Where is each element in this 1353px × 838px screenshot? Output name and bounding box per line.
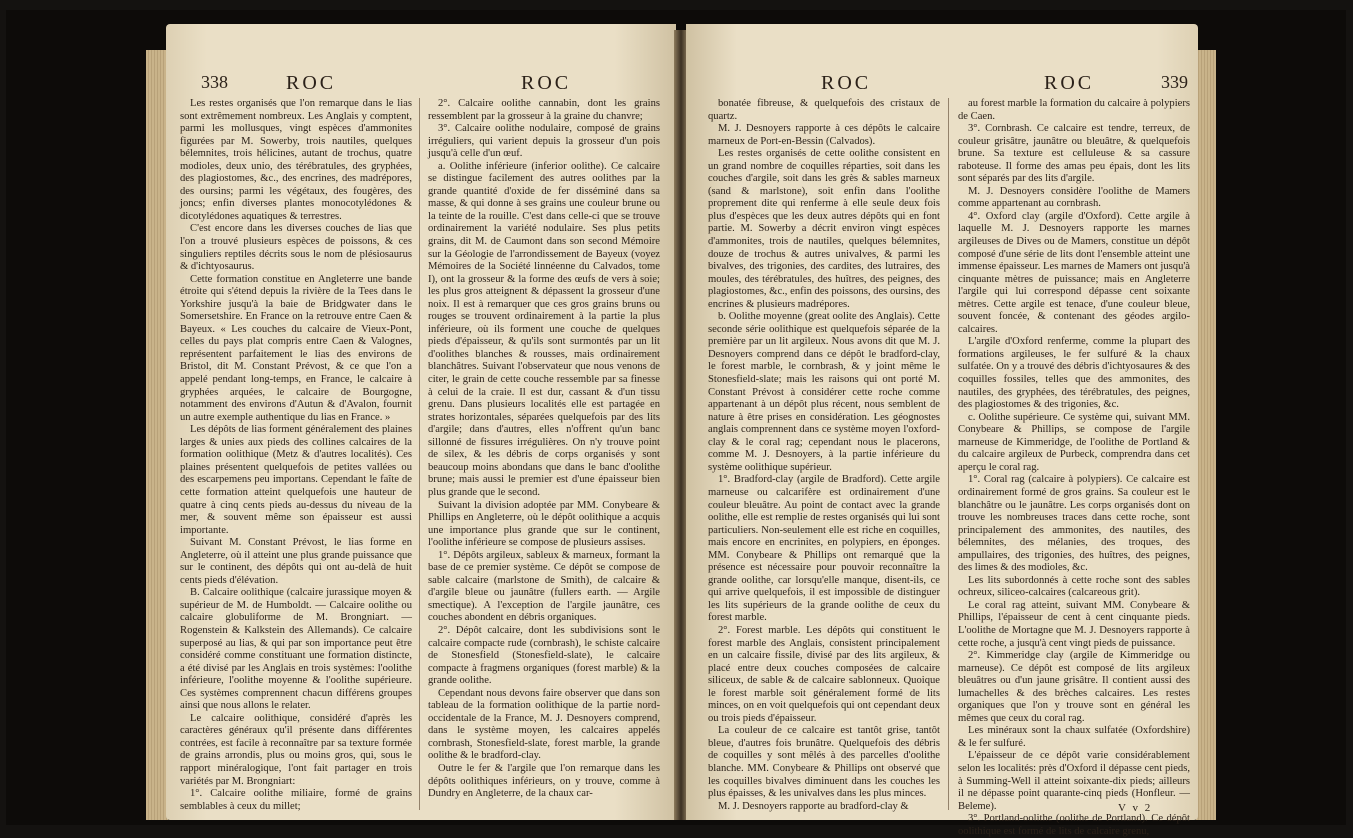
running-title: ROC <box>821 72 872 94</box>
paragraph: 3°. Cornbrash. Ce calcaire est tendre, terreux, de couleur grisâtre, jaunâtre ou bleuâtre, & quelquefois brune. Sa texture est celluleuse & sa cassure raboteuse. Il forme des amas peu épais, dont les lits sont séparés par des lits d'argile. <box>958 123 1190 185</box>
paragraph: 2°. Dépôt calcaire, dont les subdivisions sont le calcaire compacte rude (cornbrash), le schiste calcaire de Stonesfield (Stonesfield-slate), le calcaire compacte à fragmens organiques (forest marble) & la grande oolithe. <box>428 624 660 687</box>
text-column-left <box>708 98 940 813</box>
paragraph: L'épaisseur de ce dépôt varie considérablement selon les localités: près d'Oxford il dépasse cent pieds, à Summing-Well il atteint soixante-dix pieds; ailleurs il ne dépasse point quarante-cinq pieds (Honfleur. — Beleme). <box>958 750 1190 812</box>
paragraph: M. J. Desnoyers rapporte au bradford-clay & <box>718 800 909 812</box>
left-page-edges <box>146 50 168 820</box>
paragraph: Outre le fer & l'argile que l'on remarque dans les dépôts oolithiques inférieurs, on y trouve, comme à Dundry en Angleterre, de la chaux car- <box>428 762 660 800</box>
paragraph: au forest marble la formation du calcaire à polypiers de Caen. <box>958 98 1190 122</box>
paragraph: Cependant nous devons faire observer que dans son tableau de la formation oolithique de la partie nord-occidentale de la France, M. J. Desnoyers comprend, dans le système moyen, les calcaires appelés cornbrash, Stonesfield-slate, forest marble, la grande oolithe & le bradford-clay. <box>428 687 660 762</box>
paragraph: Les minéraux sont la chaux sulfatée (Oxfordshire) & le fer sulfuré. <box>958 725 1190 749</box>
text-column-right <box>958 98 1190 838</box>
paragraph: Suivant la division adoptée par MM. Conybeare & Phillips en Angleterre, où le dépôt oolithique a acquis une importance plus grande que sur le continent, l'oolithe inférieure se compose de plusieurs assises. <box>428 499 660 549</box>
paragraph: 1°. Dépôts argileux, sableux & marneux, formant la base de ce premier système. Ce dépôt se compose de sable calcaire (marlstone de Smith), de calcaire & d'argile bleue ou jaunâtre (fullers earth. — Argile smectique). A l'exception de l'argile jaunâtre, ces couches abondent en débris organiques. <box>428 549 660 624</box>
page-number: 338 <box>201 72 228 92</box>
paragraph: 1°. Coral rag (calcaire à polypiers). Ce calcaire est ordinairement formé de gros grains. Sa couleur est le blanchâtre ou le jaunâtre. Les corps organisés dont on trouve les nombreuses traces dans cette roche, sont principalement des ammonites, des nautiles, des bélemnites, des mélanies, des troques, des ampullaires, des trigonies, des huîtres, des peignes, des limes & des modioles, &c. <box>958 474 1190 574</box>
paragraph: Les restes organisés que l'on remarque dans le lias sont extrêmement nombreux. Les Anglais y comptent, parmi les mollusques, vingt espèces d'ammonites figurées par M. Sowerby, trois nautiles, quelques bélemnites, trois hélicines, autant de trochus, quatre modioles, deux unio, des térébratules, des gryphées, des plagiostomes, &c., des encrines, des madrépores, des oursins; parmi les végétaux, des fougères, des joncs; enfin diverses plantes monocotylédones & dicotylédones aquatiques & terrestres. <box>180 98 412 222</box>
paragraph: C'est encore dans les diverses couches de lias que l'on a trouvé plusieurs espèces de poissons, & ces singuliers reptiles décrits sous le nom de plésiosaurus & d'ichtyosaurus. <box>180 223 412 273</box>
paragraph: Suivant M. Constant Prévost, le lias forme en Angleterre, où il atteint une plus grande puissance que sur le continent, des dépôts qui ont au-delà de huit cents pieds d'élévation. <box>180 537 412 586</box>
paragraph: Le calcaire oolithique, considéré d'après les caractères généraux qu'il présente dans différentes contrées, est facile à reconnaître par sa texture formée de grains arrondis, plus ou moins gros, qui, sous le rapport minéralogique, l'ont fait partager en trois variétés par M. Brongniart: <box>180 712 412 787</box>
paragraph: 3°. Portland-oolithe (oolithe de Portland). Ce dépôt oolithique est formé de lits de calcaire grenu, <box>958 813 1190 837</box>
paragraph: M. J. Desnoyers rapporte à ces dépôts le calcaire marneux de Port-en-Bessin (Calvados). <box>708 123 940 147</box>
paragraph: b. Oolithe moyenne (great oolite des Anglais). Cette seconde série oolithique est quelquefois séparée de la première par un lit argileux. Nous avons dit que M. J. Desnoyers comprend dans ce dépôt le bradford-clay, le forest marble, le cornbrash, & y joint même le Stonesfield-slate; mais les raisons qui ont porté M. Constant Prévost à considérer cette roche comme appartenant à un dépôt plus récent, nous semblent de nature à être prises en considération. Les géognostes anglais comprennent dans ce système moyen l'oxford-clay & le coral rag; cependant nous le placerons, comme M. J. Desnoyers, à la partie inférieure du système oolithique supérieur. <box>708 311 940 473</box>
text-column-right <box>428 98 660 801</box>
paragraph: 2°. Calcaire oolithe cannabin, dont les grains ressemblent par la grosseur à la graine du chanvre; <box>428 98 660 122</box>
signature-mark: V v 2 <box>1118 802 1153 814</box>
paragraph: Cette formation constitue en Angleterre une bande étroite qui s'étend depuis la rivière de la Tees dans le Yorkshire jusqu'à la baie de Bridgwater dans le Somersetshire. En France on la retrouve entre Caen & Bayeux. « Les couches du calcaire de Vieux-Pont, celles du pays plat compris entre Caen & Valognes, représentent parfaitement le lias des environs de Bristol, dit M. Constant Prévost, & ce que l'on a appelé pendant long-temps, en France, le calcaire à gryphées arquées, le calcaire de Bourgogne, notamment des environs d'Autun & d'Avalon, fournit un autre exemple authentique du lias en France. » <box>180 273 412 423</box>
running-title: ROC <box>286 72 337 94</box>
paragraph: Les restes organisés de cette oolithe consistent en un grand nombre de coquilles réparties, soit dans les couches d'argile, soit dans les grès & sables marneux (sand & marlstone), soit enfin dans l'oolithe proprement dite qui renferme à elle seule deux fois plus d'espèces que les deux autres dépôts qui en font partie. M. Sowerby a décrit environ vingt espèces d'ammonites, trois de nautiles, quelques bélemnites, douze de trochus & autres univalves, & parmi les bivalves, des trigonies, des cardites, des lutraires, des moules, des térébratules, des huîtres, des peignes, des plagiostomes, &c., enfin des poissons, des oursins, des encrines & plusieurs madrépores. <box>708 148 940 310</box>
running-title: ROC <box>1044 72 1095 94</box>
paragraph: L'argile d'Oxford renferme, comme la plupart des formations argileuses, le fer sulfuré & la chaux sulfatée. On y a trouvé des débris d'ichtyosaures & des coquilles fossiles, telles que des ammonites, des nautiles, des gryphées, des térébratules, des peignes, des plagiostomes & des trigonies, &c. <box>958 336 1190 411</box>
left-page-header <box>166 72 676 98</box>
paragraph: 3°. Calcaire oolithe nodulaire, composé de grains irréguliers, qui varient depuis la grosseur d'un pois jusqu'à celle d'un œuf. <box>428 123 660 160</box>
left-page <box>166 24 676 820</box>
book-spread <box>6 10 1346 837</box>
page-number: 339 <box>1161 72 1188 92</box>
paragraph: c. Oolithe supérieure. Ce système qui, suivant MM. Conybeare & Phillips, se compose de l'argile marneuse de Kimmeridge, de l'oolithe de Portland & du calcaire argileux de Purbeck, comprendra dans cet aperçu le coral rag. <box>958 411 1190 473</box>
paragraph: Les lits subordonnés à cette roche sont des sables ochreux, siliceo-calcaires (calcareous grit). <box>958 574 1190 599</box>
paragraph: 1°. Calcaire oolithe miliaire, formé de grains semblables à ceux du millet; <box>180 788 412 812</box>
right-page-edges <box>1196 50 1216 820</box>
paragraph: La couleur de ce calcaire est tantôt grise, tantôt bleue, d'autres fois brunâtre. Quelquefois des débris de coquilles y sont mêlés à des parcelles d'oolithe blanche. MM. Conybeare & Phillips ont observé que les coquilles bivalves diminuent dans les couches les plus épaisses, & les univalves dans les plus minces. <box>708 725 940 800</box>
paragraph: 1°. Bradford-clay (argile de Bradford). Cette argile marneuse ou calcarifère est ordinairement d'une couleur bleuâtre. Au point de contact avec la grande oolithe, elle est remplie de restes organisés qui lui sont particuliers. Non-seulement elle est riche en coquilles, mais encore en encrinites, en polypiers, en éponges. MM. Conybeare & Phillips ont remarqué que la présence est nécessaire pour pouvoir reconnaître la grande oolithe, car lorsqu'elle manque, disent-ils, ce qui arrive quelquefois, il est impossible de distinguer les lits supérieurs de la grande oolithe de ceux du forest marble. <box>708 474 940 624</box>
paragraph: Les dépôts de lias forment généralement des plaines larges & unies aux pieds des collines calcaires de la formation oolithique (Metz & d'autres localités). Ces plaines présentent quelquefois de petites vallées ou des escarpemens peu importans. Cependant le faîte de cette formation atteint quelquefois une hauteur de quatre à cinq cents pieds au-dessus du niveau de la mer, & souvent même son épaisseur est aussi importante. <box>180 424 412 536</box>
paragraph: 2°. Forest marble. Les dépôts qui constituent le forest marble des Anglais, consistent principalement en un calcaire fissile, divisé par des lits argileux, & placé entre deux couches composées de calcaire siliceux, de sable & de calcaire sablonneux. Quoique le forest marble soit généralement formé de lits minces, on en voit quelquefois qui ont cependant deux ou trois pieds d'épaisseur. <box>708 624 940 724</box>
running-title: ROC <box>521 72 572 94</box>
paragraph: M. J. Desnoyers considère l'oolithe de Mamers comme appartenant au cornbrash. <box>958 185 1190 210</box>
text-column-left <box>180 98 412 813</box>
paragraph: 2°. Kimmeridge clay (argile de Kimmeridge ou marneuse). Ce dépôt est composé de lits argileux bleuâtres ou d'un jaune grisâtre. Il contient aussi des lumachelles & des brèches calcaires. Les restes organiques que l'on y trouve sont en général les mêmes que ceux du coral rag. <box>958 650 1190 724</box>
paragraph: bonatée fibreuse, & quelquefois des cristaux de quartz. <box>708 98 940 122</box>
paragraph: Le coral rag atteint, suivant MM. Conybeare & Phillips, l'épaisseur de cent à cent cinquante pieds. L'oolithe de Mortagne que M. J. Desnoyers rapporte à cette roche, a jusqu'à cent vingt pieds de puissance. <box>958 599 1190 649</box>
right-page <box>686 24 1198 837</box>
paragraph: a. Oolithe inférieure (inferior oolithe). Ce calcaire se distingue facilement des autres oolithes par la grande quantité d'oxide de fer disséminé dans sa masse, & qui donne à ses grains une couleur brune ou la teinte de la rouille. C'est dans celle-ci que se trouve ordinairement la variété nodulaire. Ses plus petits grains, dit M. de Caumont dans son second Mémoire sur la Géologie de l'arrondissement de Bayeux (voyez Mémoires de la Société linnéenne du Calvados, tome I), ont la grosseur & la forme des œufs de vers à soie; les plus gros atteignent & dépassent la grosseur d'une noix. Il est à remarquer que ces gros grains bruns ou rouges se trouvent ordinairement à la partie la plus inférieure, où ils forment une couche de quelques pieds d'épaisseur, & qu'ils sont surmontés par un lit d'oolithes blanches & rousses, mais ordinairement blanchâtres. Suivant l'observateur que nous venons de citer, le grain de cette couche ressemble par sa finesse à celui de la craie. Il est dur, cassant & d'un tissu grenu. Dans plusieurs localités elle est partagée en strates horizontales, séparées quelquefois par des lits d'argile; dans d'autres, elles n'offrent qu'un banc sillonné de fissures irrégulières. On n'y trouve point de silex, & les débris de corps organisés y sont beaucoup moins abondans que dans le banc d'oolithe brune; mais aussi le premier est d'une épaisseur bien plus grande que le second. <box>428 160 660 498</box>
right-page-header <box>686 72 1198 98</box>
paragraph: 4°. Oxford clay (argile d'Oxford). Cette argile à laquelle M. J. Desnoyers rapporte les marnes argileuses de Dives ou de Mamers, constitue un dépôt composé d'une série de lits dont l'ensemble atteint une immense épaisseur. Les marnes de Mamers ont jusqu'à cinquante mètres de puissance; mais en Angleterre l'argile qui lui correspond dépasse cent soixante mètres. Cette argile est tenace, d'une couleur bleue, souvent foncée, & contenant des géodes argilo-calcaires. <box>958 210 1190 335</box>
paragraph: B. Calcaire oolithique (calcaire jurassique moyen & supérieur de M. de Humboldt. — Calcaire oolithe ou calcaire globuliforme de M. Brongniart. — Rogenstein & Kalkstein des Allemands). Ce calcaire superposé au lias, & qui par son importance peut être considéré comme constituant une formation distincte, a été divisé par les Anglais en trois systèmes: l'oolithe inférieure, l'oolithe moyenne & l'oolithe supérieure. Ces systèmes comprennent chacun différens groupes ainsi que nous allons le relater. <box>180 587 412 712</box>
